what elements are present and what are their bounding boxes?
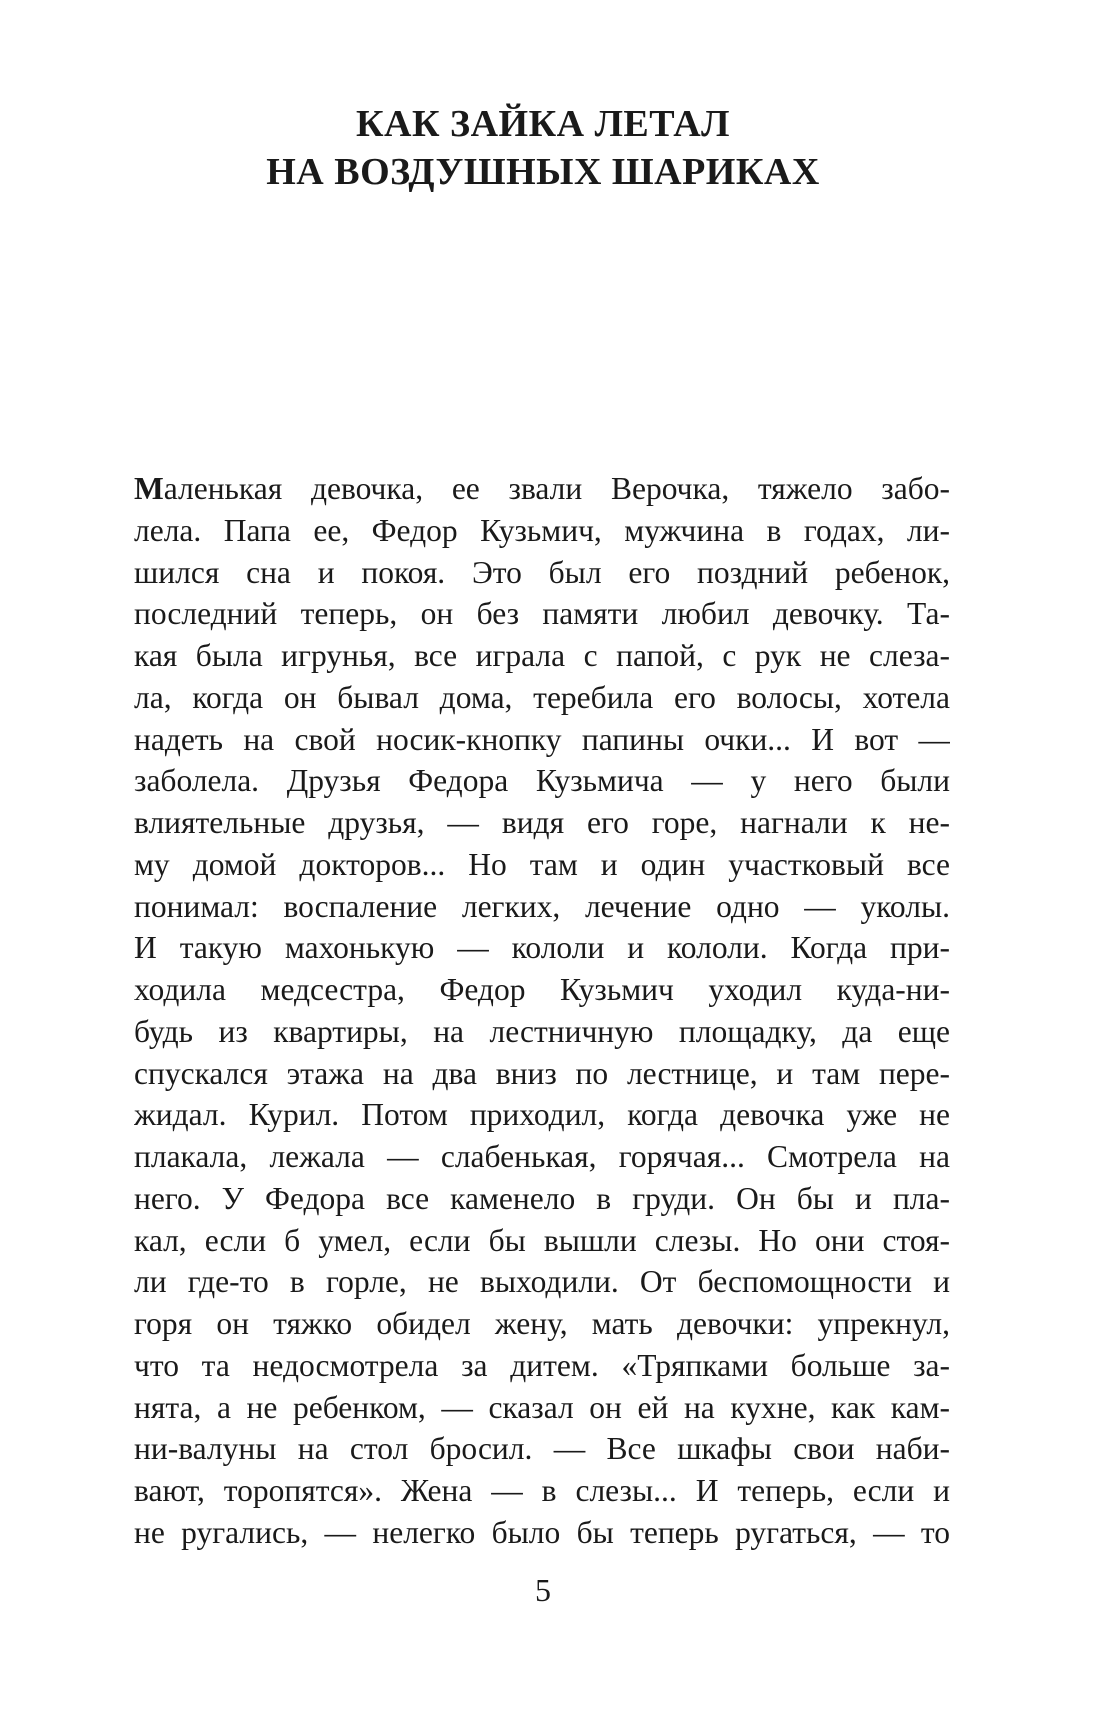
text-line: горя он тяжко обидел жену, мать девочки: упрекнул, [134,1306,950,1341]
text-line: влиятельные друзья, — видя его горе, нагнали к не- [134,805,950,840]
text-line: последний теперь, он без памяти любил девочку. Та- [134,596,950,632]
chapter-title-line-2: НА ВОЗДУШНЫХ ШАРИКАХ [266,151,820,193]
text-line: лела. Папа ее, Федор Кузьмич, мужчина в годах, ли- [134,512,950,548]
text-line: шился сна и покоя. Это был его поздний ребенок, [134,554,950,590]
text-line: надеть на свой носик-кнопку папины очки... И вот — [134,721,950,757]
text-line: ла, когда он бывал дома, теребила его волосы, хотела [134,679,950,715]
chapter-title [0,100,1086,196]
text-line: кая была игрунья, все играла с папой, с рук не слеза- [134,638,950,673]
text-line: заболела. Друзья Федора Кузьмича — у него были [134,763,950,799]
chapter-title-line-1: КАК ЗАЙКА ЛЕТАЛ [356,103,730,145]
text-line: ходила медсестра, Федор Кузьмич уходил куда-ни- [134,972,950,1007]
text-line: спускался этажа на два вниз по лестнице, и там пере- [134,1055,950,1091]
text-line: будь из квартиры, на лестничную площадку, да еще [134,1013,950,1049]
text-line [134,468,950,510]
text-line: него. У Федора все каменело в груди. Он бы и пла- [134,1180,950,1216]
text-line: кал, если б умел, если бы вышли слезы. Но они стоя- [134,1222,950,1258]
text-line: вают, торопятся». Жена — в слезы... И теперь, если и [134,1473,950,1508]
text-line: И такую махонькую — кололи и кололи. Когда при- [134,930,950,966]
text-line: ли где-то в горле, не выходили. От беспомощности и [134,1264,950,1300]
text-line: нята, а не ребенком, — сказал он ей на кухне, как кам- [134,1389,950,1425]
text-line: ни-валуны на стол бросил. — Все шкафы свои наби- [134,1431,950,1467]
text-line: му домой докторов... Но там и один участковый все [134,846,950,882]
text-line: понимал: воспаление легких, лечение одно — уколы. [134,888,950,924]
text-line: не ругались, — нелегко было бы теперь ругаться, — то [134,1514,950,1550]
text-line: жидал. Курил. Потом приходил, когда девочка уже не [134,1097,950,1133]
text-line: что та недосмотрела за дитем. «Тряпками больше за- [134,1347,950,1383]
body-paragraph [134,468,950,1554]
page-number: 5 [535,1572,551,1608]
first-line-text: аленькая девочка, ее звали Верочка, тяжело забо- [163,471,950,506]
text-line: плакала, лежала — слабенькая, горячая... Смотрела на [134,1139,950,1174]
drop-cap-letter: М [134,471,164,506]
